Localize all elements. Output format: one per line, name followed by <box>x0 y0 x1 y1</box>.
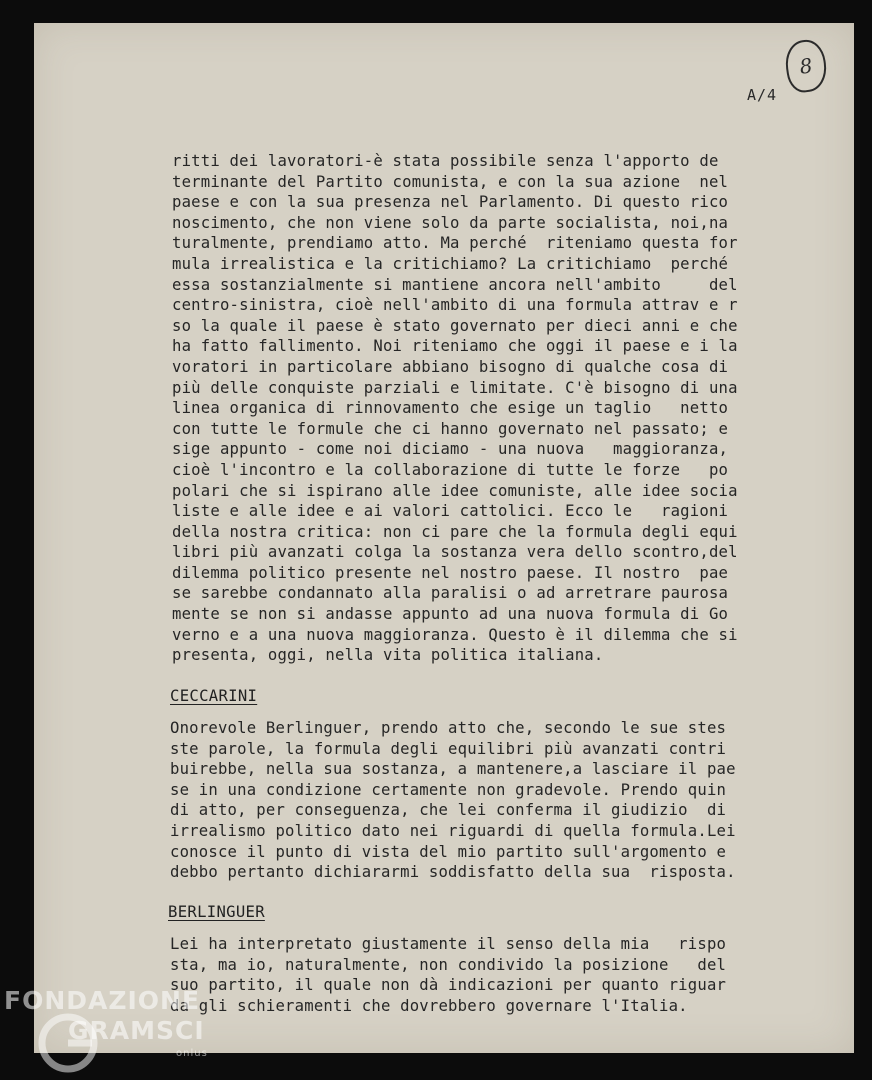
watermark-line-1: FONDAZIONE <box>4 986 201 1015</box>
paragraph-2: Onorevole Berlinguer, prendo atto che, secondo le sue stes ste parole, la formula degli equilibri più avanzati contri buirebbe, nella sua sostanza, a mantenere,a lasciare il pae se in una condizione certamente non gradevole. Prendo quin di atto, per conseguenza, che lei conferma il giudizio di irrealismo politico dato nei riguardi di quella formula.Lei conosce il punto di vista del mio partito sull'argomento e debbo pertanto dichiararmi soddisfatto della sua risposta. <box>170 719 736 882</box>
speaker-heading-ceccarini: CECCARINI <box>170 687 258 705</box>
page-code: A/4 <box>747 86 778 104</box>
speaker-heading-berlinguer: BERLINGUER <box>168 903 265 921</box>
paragraph-1: ritti dei lavoratori-è stata possibile senza l'apporto de terminante del Partito comunista, e con la sua azione nel paese e con la sua presenza nel Parlamento. Di questo rico noscimento, che non viene solo da parte socialista, noi,na turalmente, prendiamo atto. Ma perché riteniamo questa for mula irrealistica e la critichiamo? La critichiamo perché essa sostanzialmente si mantiene ancora nell'ambito del centro-sinistra, cioè nell'ambito di una formula attrav e r so la quale il paese è stato governato per dieci anni e che ha fatto fallimento. Noi riteniamo che oggi il paese e i la voratori in particolare abbiano bisogno di qualche cosa di più delle conquiste parziali e limitate. C'è bisogno di una linea organica di rinnovamento che esige un taglio netto con tutte le formule che ci hanno governato nel passato; e sige appunto - come noi diciamo - una nuova maggioranza, cioè l'incontro e la collaborazione di tutte le forze po polari che si ispirano alle idee comuniste, alle idee socia liste e alle idee e ai valori cattolici. Ecco le ragioni della nostra critica: non ci pare che la formula degli equi libri più avanzati colga la sostanza vera dello scontro,del dilemma politico presente nel nostro paese. Il nostro pae se sarebbe condannato alla paralisi o ad arretrare paurosa mente se non si andasse appunto ad una nuova formula di Go verno e a una nuova maggioranza. Questo è il dilemma che si presenta, oggi, nella vita politica italiana. <box>172 152 738 665</box>
watermark <box>4 986 264 1076</box>
paragraph-3: Lei ha interpretato giustamente il senso della mia rispo sta, ma io, naturalmente, non condivido la posizione del suo partito, il quale non dà indicazioni per quanto riguar da gli schieramenti che dovrebbero governare l'Italia. <box>170 935 727 1015</box>
watermark-line-2: GRAMSCI <box>68 1016 205 1045</box>
watermark-line-3: onlus <box>176 1048 208 1059</box>
page-number-text: 8 <box>798 53 814 79</box>
